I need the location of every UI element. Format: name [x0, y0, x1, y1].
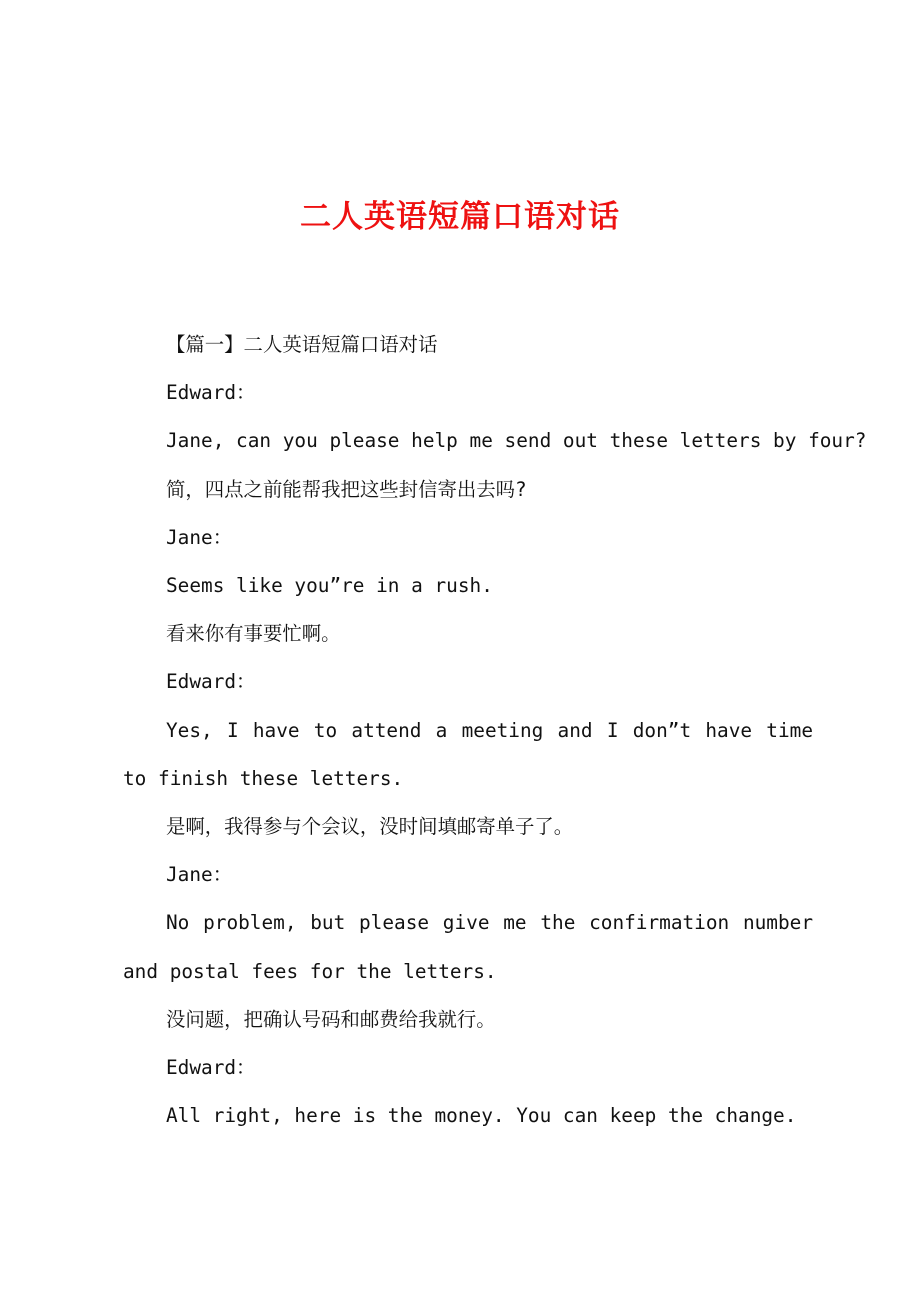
speaker-label: Edward： — [166, 381, 256, 405]
section-heading: 【篇一】二人英语短篇口语对话 — [166, 333, 438, 356]
speaker-label: Jane： — [166, 863, 233, 887]
dialogue-chinese: 是啊，我得参与个会议，没时间填邮寄单子了。 — [166, 815, 574, 839]
dialogue-english: All right, here is the money. You can keep the change. — [166, 1104, 797, 1128]
speaker-label: Jane： — [166, 525, 233, 549]
dialogue-english: Jane, can you please help me send out these letters by four? — [166, 429, 867, 453]
document-body — [123, 321, 867, 1140]
dialogue-chinese: 看来你有事要忙啊。 — [166, 622, 341, 646]
dialogue-chinese: 简，四点之前能帮我把这些封信寄出去吗? — [166, 477, 527, 501]
dialogue-english: Yes, I have to attend a meeting and I don”t have time to finish these letters. — [123, 718, 813, 790]
dialogue-english: Seems like you”re in a rush. — [166, 574, 493, 598]
speaker-label: Edward： — [166, 670, 256, 694]
dialogue-english: No problem, but please give me the confirmation number and postal fees for the letters. — [123, 911, 813, 983]
document-title: 二人英语短篇口语对话 — [300, 199, 620, 235]
dialogue-chinese: 没问题，把确认号码和邮费给我就行。 — [166, 1007, 496, 1031]
speaker-label: Edward： — [166, 1056, 256, 1080]
